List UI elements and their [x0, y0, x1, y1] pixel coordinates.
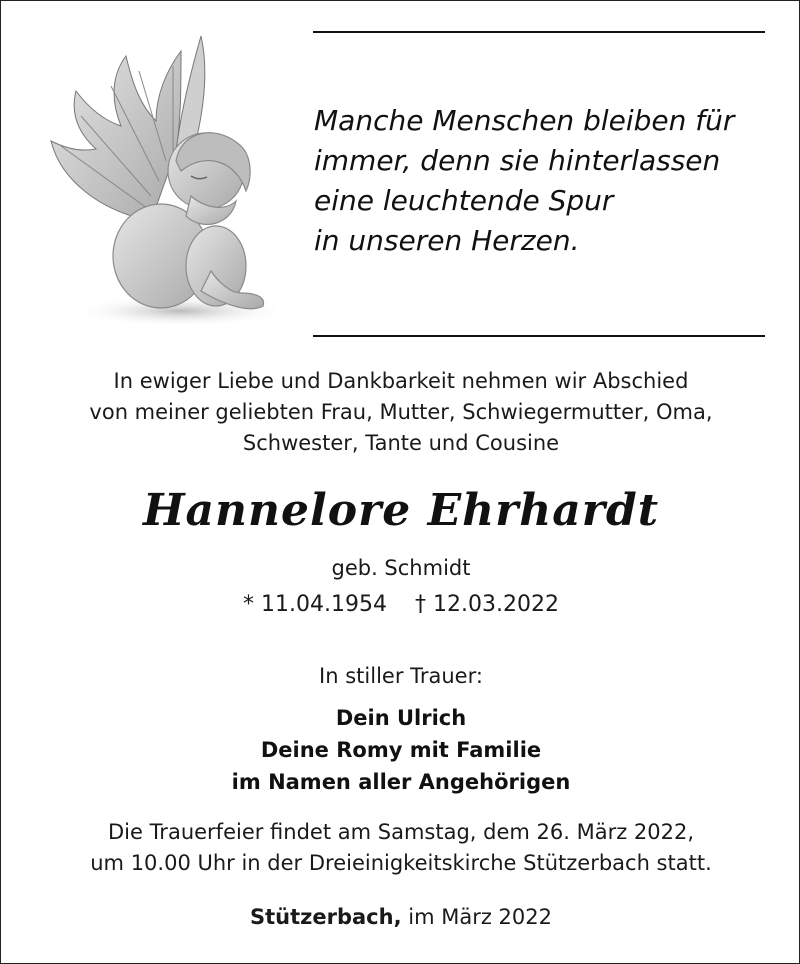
divider-bottom [313, 335, 765, 337]
ceremony-info [1, 817, 800, 879]
intro-line: In ewiger Liebe und Dankbarkeit nehmen wir Abschied [113, 369, 689, 393]
mourner-line: Dein Ulrich [335, 706, 467, 730]
divider-top [313, 31, 765, 33]
quote-line: Manche Menschen bleiben für [314, 104, 735, 137]
farewell-intro [1, 366, 800, 459]
place-town: Stützerbach, [250, 905, 402, 929]
quote-line: immer, denn sie hinterlassen [314, 144, 721, 177]
death-date: † 12.03.2022 [415, 592, 559, 617]
mourners-list [1, 702, 800, 798]
deceased-name: Hannelore Ehrhardt [142, 485, 660, 536]
quote-text [314, 101, 784, 261]
mourner-line: Deine Romy mit Familie [260, 738, 542, 762]
life-dates [1, 589, 800, 621]
quote-line: in unseren Herzen. [314, 224, 580, 257]
intro-line: von meiner geliebten Frau, Mutter, Schwiegermutter, Oma, [89, 400, 713, 424]
mourner-line: im Namen aller Angehörigen [231, 770, 571, 794]
quote-line: eine leuchtende Spur [314, 184, 614, 217]
birth-name: geb. Schmidt [331, 556, 471, 580]
mourning-label: In stiller Trauer: [319, 664, 483, 688]
birth-date: * 11.04.1954 [243, 592, 387, 617]
ceremony-line: Die Trauerfeier findet am Samstag, dem 26. März 2022, [107, 820, 695, 844]
place-date: im März 2022 [408, 905, 552, 929]
ceremony-line: um 10.00 Uhr in der Dreieinigkeitskirche Stützerbach statt. [90, 851, 712, 875]
sleeping-angel-image [41, 31, 276, 331]
wing-left [51, 51, 181, 221]
intro-line: Schwester, Tante und Cousine [242, 431, 560, 455]
place-and-date [1, 901, 800, 933]
